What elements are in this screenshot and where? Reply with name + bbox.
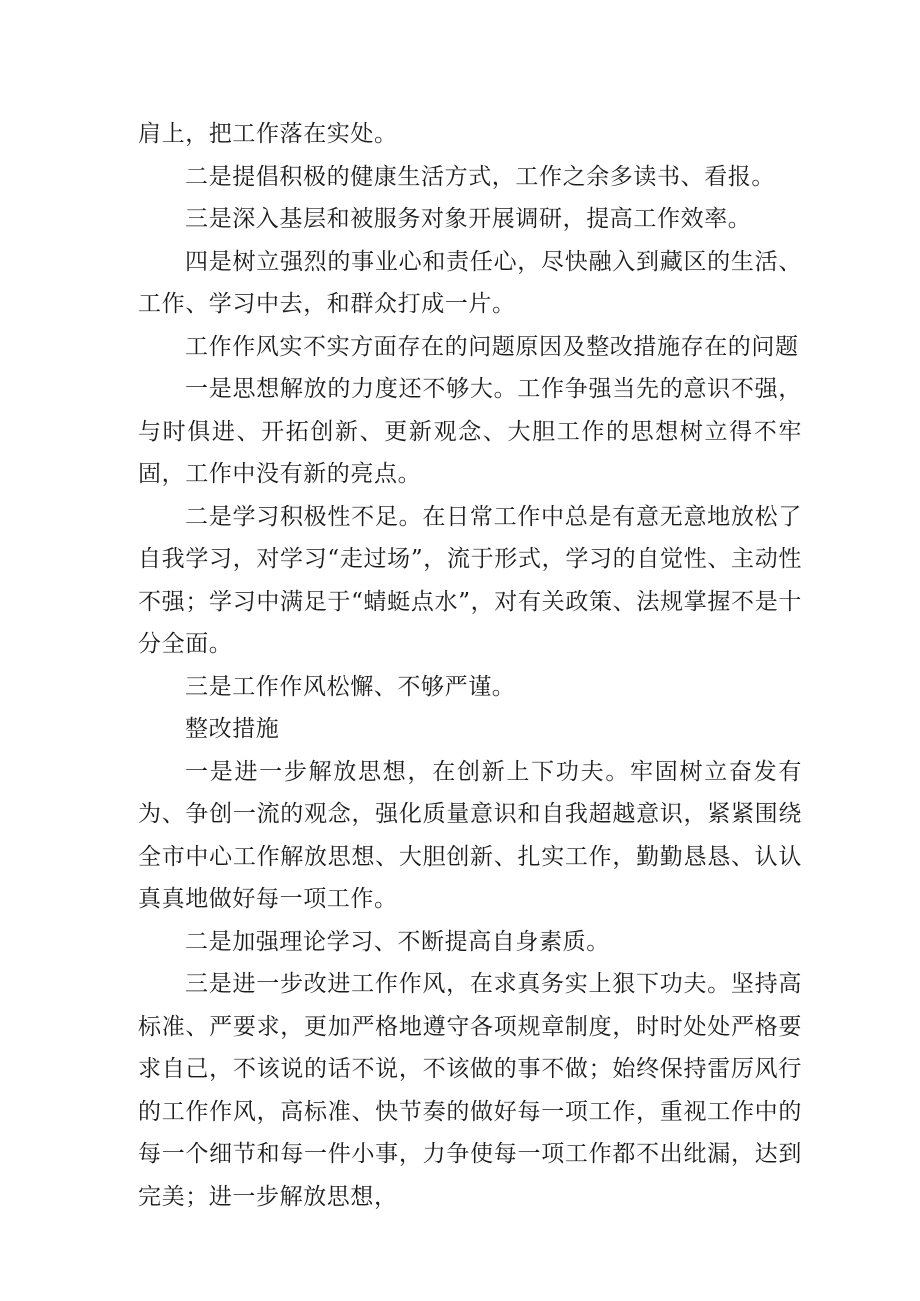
section-heading-problems: 工作作风实不实方面存在的问题原因及整改措施存在的问题 (185, 333, 799, 360)
paragraph-3: 三是深入基层和被服务对象开展调研，提高工作效率。 (185, 206, 752, 232)
paragraph-4: 四是树立强烈的事业心和责任心，尽快融入到藏区的生活、工作、学习中去，和群众打成一片。 (138, 248, 802, 317)
paragraph-12: 三是进一步改进工作作风，在求真务实上狠下功夫。坚持高标准、严要求，更加严格地遵守各项规章制度，时时处处严格要求自己，不该说的话不说，不该做的事不做；始终保持雷厉风行的工作作风，高标准、快节奏的做好每一项工作，重视工作中的每一个细节和每一件小事，力争使每一项工作都不出纰漏，达到完美；进一步解放思想， (138, 971, 802, 1210)
paragraph-8: 三是工作作风松懈、不够严谨。 (185, 673, 516, 700)
paragraph-10: 一是进一步解放思想，在创新上下功夫。牢固树立奋发有为、争创一流的观念，强化质量意识和自我超越意识，紧紧围绕全市中心工作解放思想、大胆创新、扎实工作，勤勤恳恳、认认真真地做好每一项工作。 (138, 758, 802, 912)
paragraph-2: 二是提倡积极的健康生活方式，工作之余多读书、看报。 (185, 163, 775, 190)
paragraph-6: 一是思想解放的力度还不够大。工作争强当先的意识不强，与时俱进、开拓创新、更新观念、大胆工作的思想树立得不牢固，工作中没有新的亮点。 (138, 376, 802, 487)
paragraph-1: 肩上，把工作落在实处。 (138, 121, 398, 147)
paragraph-11: 二是加强理论学习、不断提高自身素质。 (185, 928, 610, 955)
paragraph-7: 二是学习积极性不足。在日常工作中总是有意无意地放松了自我学习，对学习“走过场”，流于形式，学习的自觉性、主动性不强；学习中满足于“蜻蜓点水”，对有关政策、法规掌握不是十分全面。 (138, 503, 802, 657)
document-body (138, 113, 802, 1218)
section-heading-measures: 整改措施 (185, 716, 280, 742)
